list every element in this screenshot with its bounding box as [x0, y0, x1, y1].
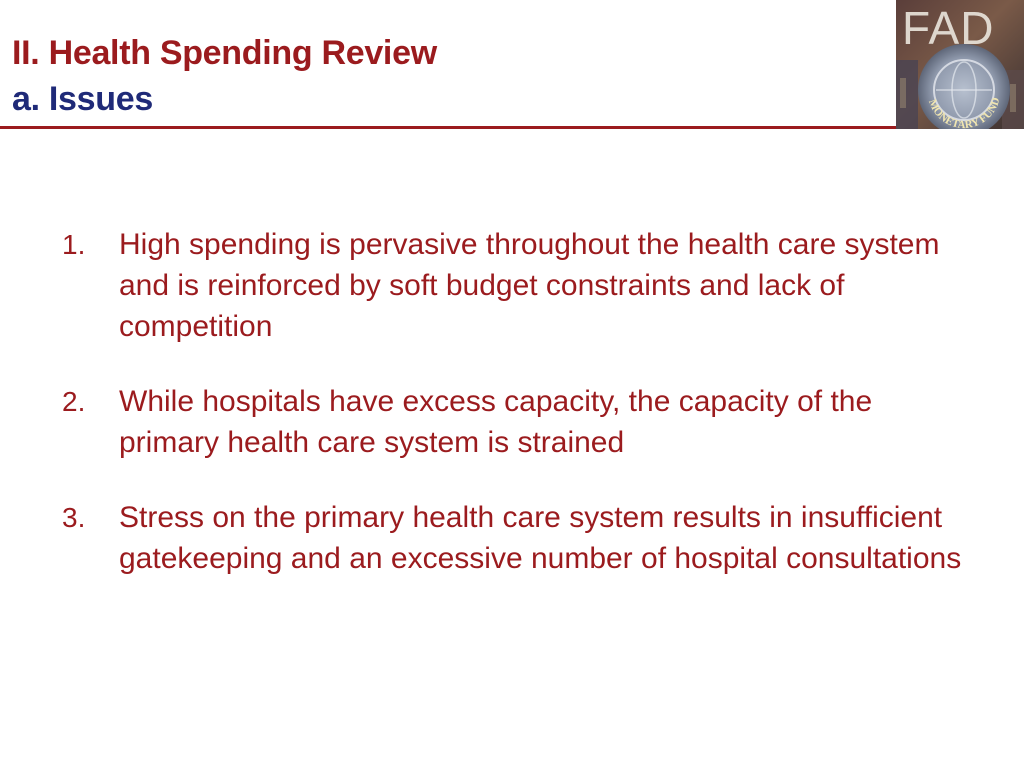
fad-label: FAD: [902, 2, 995, 54]
list-item-text: High spending is pervasive throughout the health care system and is reinforced by soft budget constraints and lack of competition: [119, 228, 940, 343]
list-item-text: Stress on the primary health care system results in insufficient gatekeeping and an excessive number of hospital consultations: [119, 501, 962, 575]
list-item: [62, 224, 982, 347]
list-item-number: 1.: [62, 229, 86, 260]
list-item-text: While hospitals have excess capacity, the capacity of the primary health care system is strained: [119, 385, 873, 459]
slide-title: II. Health Spending Review: [12, 34, 437, 72]
slide-header: [12, 30, 437, 122]
header-divider: [0, 126, 896, 129]
fad-logo: [896, 0, 1024, 129]
slide-subtitle: a. Issues: [12, 80, 153, 118]
issues-list: [62, 224, 982, 613]
list-item-number: 3.: [62, 502, 86, 533]
seal-text: MONETARY FUND: [926, 96, 1003, 129]
list-item-number: 2.: [62, 386, 86, 417]
list-item: [62, 381, 982, 463]
list-item: [62, 497, 982, 579]
